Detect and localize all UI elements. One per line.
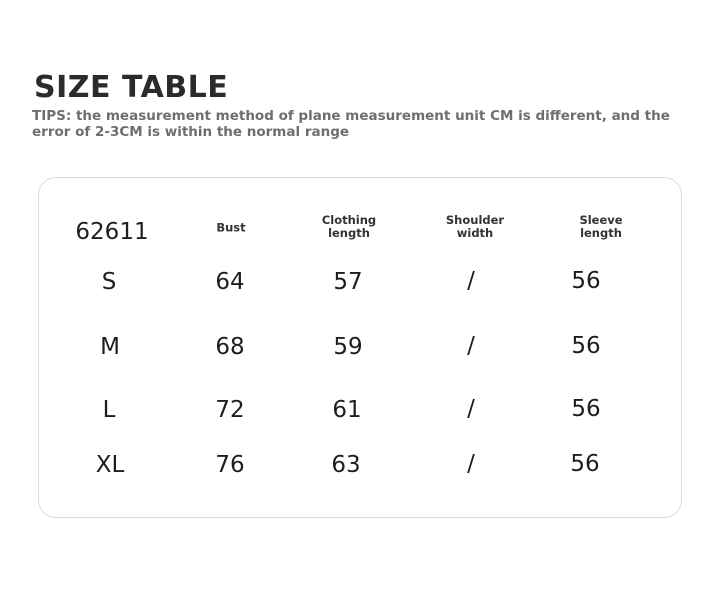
header-sleeve-length <box>561 214 641 240</box>
shoulder-width-value: / <box>467 396 475 422</box>
shoulder-width-value: / <box>467 268 475 294</box>
size-label: XL <box>95 452 125 478</box>
tips-text: TIPS: the measurement method of plane measurement unit CM is different, and the error of 2-3CM is within the normal range <box>32 108 670 140</box>
shoulder-width-value: / <box>467 333 475 359</box>
header-shoulder-width-line1: Shoulder <box>445 213 505 227</box>
bust-value: 72 <box>215 397 245 423</box>
clothing-length-value: 57 <box>333 269 363 295</box>
clothing-length-value: 59 <box>333 334 363 360</box>
sleeve-length-value: 56 <box>571 396 601 422</box>
product-code: 62611 <box>75 219 149 245</box>
bust-value: 64 <box>215 269 245 295</box>
header-clothing-length-line2: length <box>328 226 370 240</box>
header-shoulder-width <box>446 214 504 240</box>
size-label: L <box>102 397 116 423</box>
header-shoulder-width-line2: width <box>456 226 494 240</box>
sleeve-length-value: 56 <box>570 451 600 477</box>
header-clothing-length <box>322 214 376 240</box>
header-clothing-length-line1: Clothing <box>321 213 377 227</box>
clothing-length-value: 63 <box>331 452 361 478</box>
sleeve-length-value: 56 <box>571 333 601 359</box>
size-label: S <box>101 269 117 295</box>
bust-value: 68 <box>215 334 245 360</box>
header-bust-label: Bust <box>216 220 246 235</box>
size-label: M <box>100 334 120 360</box>
page-title: SIZE TABLE <box>34 70 229 105</box>
size-table <box>38 177 682 518</box>
shoulder-width-value: / <box>467 451 475 477</box>
clothing-length-value: 61 <box>332 397 362 423</box>
bust-value: 76 <box>215 452 245 478</box>
sleeve-length-value: 56 <box>571 268 601 294</box>
header-bust <box>216 222 245 235</box>
header-sleeve-length-label: Sleeve length <box>579 213 623 240</box>
